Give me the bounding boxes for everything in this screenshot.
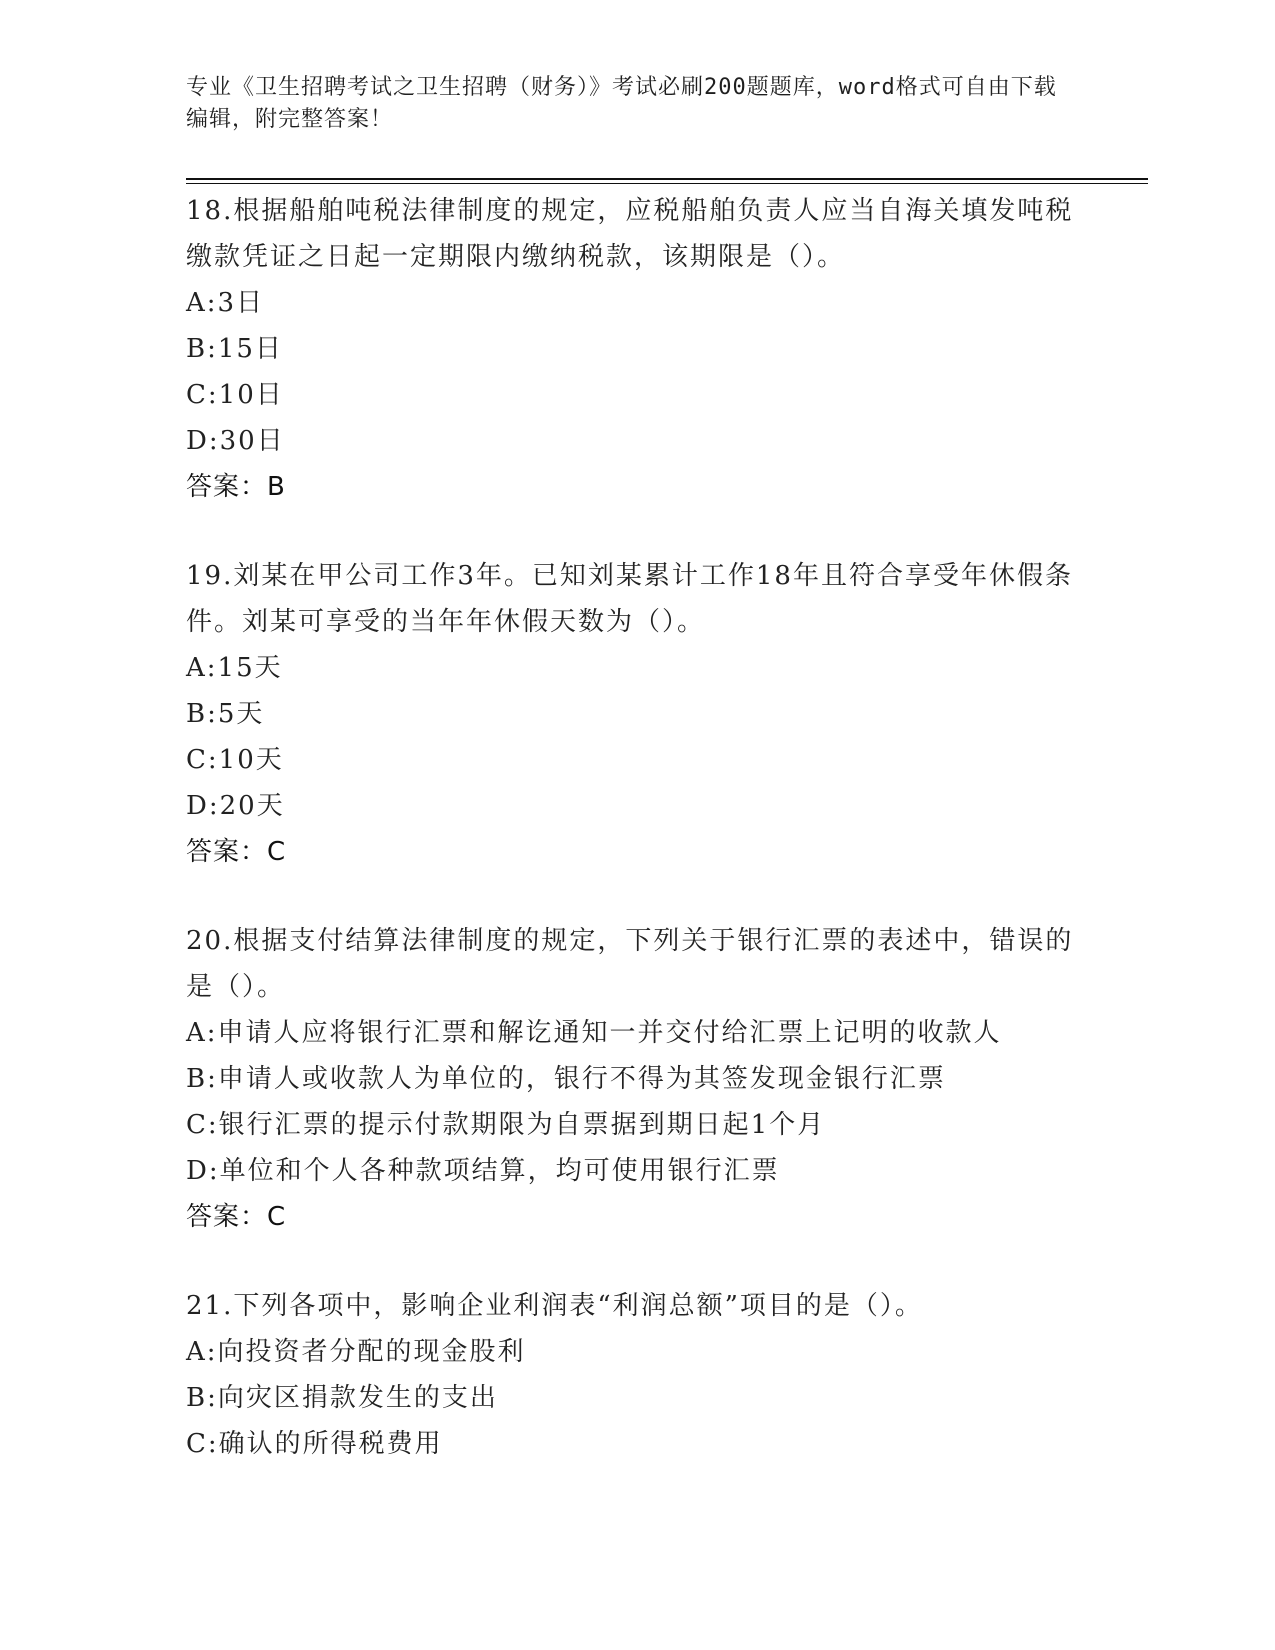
option-b: B:向灾区捐款发生的支出 [186,1383,498,1413]
question-21 [186,1283,1086,1467]
question-18 [186,188,1086,510]
question-stem: 21.下列各项中，影响企业利润表“利润总额”项目的是（）。 [186,1291,923,1321]
option-a: A:向投资者分配的现金股利 [186,1337,526,1367]
question-20 [186,918,1086,1240]
option-d: D:20天 [186,791,285,821]
answer-line: 答案：C [186,837,287,867]
answer-line: 答案：C [186,1202,287,1232]
header-divider-thin [186,183,1148,184]
option-d: D:30日 [186,426,285,456]
option-c: C:10天 [186,745,284,775]
option-b: B:申请人或收款人为单位的，银行不得为其签发现金银行汇票 [186,1064,946,1094]
option-a: A:3日 [186,288,265,318]
document-header: 专业《卫生招聘考试之卫生招聘（财务）》考试必刷200题题库，word格式可自由下载编辑，附完整答案！ [186,75,1057,132]
answer-line: 答案：B [186,472,286,502]
option-b: B:15日 [186,334,283,364]
option-c: C:银行汇票的提示付款期限为自票据到期日起1个月 [186,1110,826,1140]
option-c: C:10日 [186,380,284,410]
question-stem: 18.根据船舶吨税法律制度的规定，应税船舶负责人应当自海关填发吨税缴款凭证之日起一定期限内缴纳税款，该期限是（）。 [186,196,1074,272]
question-19 [186,553,1086,875]
question-stem: 19.刘某在甲公司工作3年。已知刘某累计工作18年且符合享受年休假条件。刘某可享受的当年年休假天数为（）。 [186,561,1073,637]
question-stem: 20.根据支付结算法律制度的规定，下列关于银行汇票的表述中，错误的是（）。 [186,926,1074,1002]
option-c: C:确认的所得税费用 [186,1429,443,1459]
option-a: A:申请人应将银行汇票和解讫通知一并交付给汇票上记明的收款人 [186,1018,1002,1048]
option-b: B:5天 [186,699,265,729]
option-d: D:单位和个人各种款项结算，均可使用银行汇票 [186,1156,780,1186]
option-a: A:15天 [186,653,283,683]
header-divider [186,178,1148,180]
